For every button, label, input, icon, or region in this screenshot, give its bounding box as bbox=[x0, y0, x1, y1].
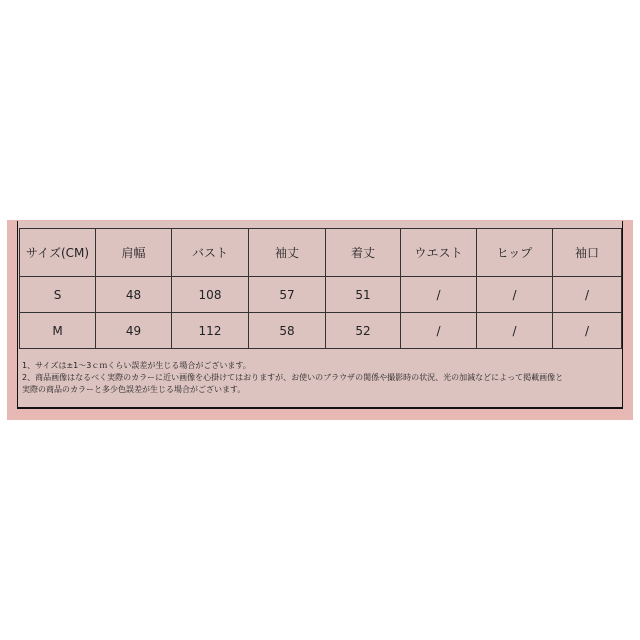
size-table bbox=[19, 228, 622, 349]
note-line: 実際の商品のカラーと多少色誤差が生じる場合がございます。 bbox=[22, 385, 246, 394]
table-cell: / bbox=[477, 277, 553, 313]
header-bust: バスト bbox=[172, 229, 249, 277]
table-cell: / bbox=[477, 313, 553, 349]
header-shoulder: 肩幅 bbox=[96, 229, 172, 277]
table-cell: 49 bbox=[96, 313, 172, 349]
table-cell: / bbox=[553, 313, 622, 349]
table-cell: 52 bbox=[326, 313, 401, 349]
table-header-row bbox=[20, 229, 622, 277]
header-waist: ウエスト bbox=[401, 229, 477, 277]
table-cell: / bbox=[553, 277, 622, 313]
table-cell: / bbox=[401, 277, 477, 313]
table-cell: 58 bbox=[249, 313, 326, 349]
note-line: 2、商品画像はなるべく実際のカラーに近い画像を心掛けてはおりますが、お使いのブラウザの関係や撮影時の状況、光の加減などによって掲載画像と bbox=[22, 373, 564, 382]
header-length: 着丈 bbox=[326, 229, 401, 277]
table-cell: S bbox=[20, 277, 96, 313]
notes bbox=[22, 360, 622, 396]
table-cell: 57 bbox=[249, 277, 326, 313]
table-cell: 108 bbox=[172, 277, 249, 313]
table-cell: 112 bbox=[172, 313, 249, 349]
header-size: サイズ(CM) bbox=[20, 229, 96, 277]
header-sleeve: 袖丈 bbox=[249, 229, 326, 277]
table-cell: M bbox=[20, 313, 96, 349]
size-chart-panel bbox=[17, 221, 623, 409]
table-cell: 48 bbox=[96, 277, 172, 313]
table-row bbox=[20, 277, 622, 313]
table-cell: / bbox=[401, 313, 477, 349]
table-cell: 51 bbox=[326, 277, 401, 313]
header-cuff: 袖口 bbox=[553, 229, 622, 277]
header-hip: ヒップ bbox=[477, 229, 553, 277]
note-line: 1、サイズは±1～3ｃｍくらい誤差が生じる場合がございます。 bbox=[22, 361, 251, 370]
table-row bbox=[20, 313, 622, 349]
